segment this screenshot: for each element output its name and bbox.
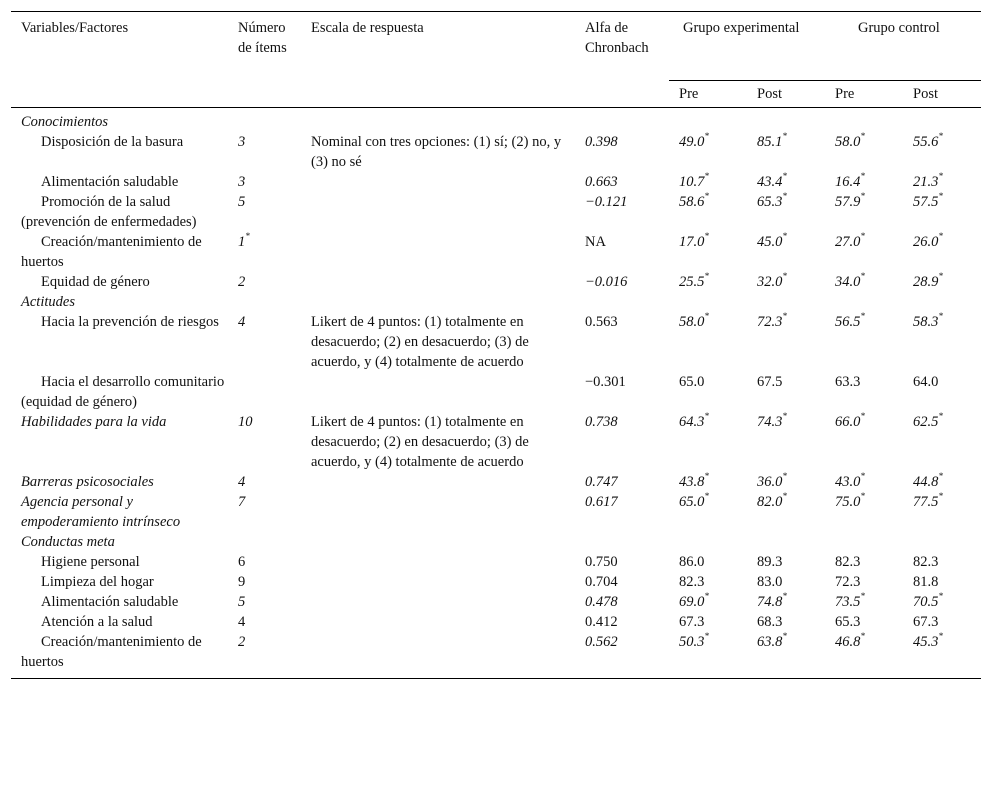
significance-marker: * <box>938 191 943 202</box>
ctrl-pre-value <box>825 472 903 492</box>
value-text: 89.3 <box>757 554 783 570</box>
ctrl-pre-value <box>825 412 903 472</box>
exp-post-value <box>747 192 825 232</box>
item-count: 4 <box>238 314 246 330</box>
significance-marker: * <box>782 271 787 282</box>
significance-marker: * <box>704 311 709 322</box>
ctrl-pre-value <box>825 592 903 612</box>
value-text: 58.6 <box>679 194 705 210</box>
value-text: 82.3 <box>835 554 861 570</box>
value-text: 85.1 <box>757 134 783 150</box>
significance-marker: * <box>782 231 787 242</box>
variable-label: Barreras psicosociales <box>21 474 154 490</box>
item-count: 5 <box>238 194 246 210</box>
exp-post-value <box>747 172 825 192</box>
ctrl-pre-value <box>825 372 903 412</box>
ctrl-post-value <box>903 272 981 292</box>
ctrl-post-value <box>903 312 981 372</box>
header-grupo-control: Grupo control <box>825 12 981 81</box>
significance-marker: * <box>704 271 709 282</box>
value-text: 58.0 <box>679 314 705 330</box>
alpha-value: 0.663 <box>585 174 618 190</box>
value-text: 49.0 <box>679 134 705 150</box>
ctrl-pre-value <box>825 232 903 272</box>
item-count: 6 <box>238 554 246 570</box>
value-text: 32.0 <box>757 274 783 290</box>
value-text: 65.0 <box>679 494 705 510</box>
ctrl-post-value <box>903 232 981 272</box>
table-header <box>11 12 981 108</box>
value-text: 57.5 <box>913 194 939 210</box>
header-escala: Escala de respuesta <box>301 12 575 108</box>
value-text: 43.0 <box>835 474 861 490</box>
ctrl-post-value <box>903 552 981 572</box>
significance-marker: * <box>704 171 709 182</box>
table-body <box>11 108 981 679</box>
exp-post-value <box>747 372 825 412</box>
ctrl-pre-value <box>825 312 903 372</box>
significance-marker: * <box>860 591 865 602</box>
ctrl-post-value <box>903 632 981 679</box>
value-text: 72.3 <box>757 314 783 330</box>
significance-marker: * <box>860 411 865 422</box>
response-scale <box>301 552 575 572</box>
value-text: 82.0 <box>757 494 783 510</box>
ctrl-pre-value <box>825 552 903 572</box>
variable-label: Creación/mantenimiento de huertos <box>21 234 202 270</box>
exp-post-value <box>747 492 825 532</box>
value-text: 26.0 <box>913 234 939 250</box>
value-text: 74.3 <box>757 414 783 430</box>
response-scale <box>301 572 575 592</box>
significance-marker: * <box>860 171 865 182</box>
significance-marker: * <box>782 471 787 482</box>
value-text: 63.8 <box>757 634 783 650</box>
significance-marker: * <box>938 591 943 602</box>
value-text: 44.8 <box>913 474 939 490</box>
value-text: 68.3 <box>757 614 783 630</box>
value-text: 62.5 <box>913 414 939 430</box>
value-text: 66.0 <box>835 414 861 430</box>
significance-marker: * <box>704 231 709 242</box>
alpha-value: −0.016 <box>585 274 628 290</box>
variable-label: Creación/mantenimiento de huertos <box>11 632 228 679</box>
exp-post-value <box>747 592 825 612</box>
value-text: 28.9 <box>913 274 939 290</box>
item-count: 9 <box>238 574 246 590</box>
variable-label: Hacia el desarrollo comunitario (equidad de género) <box>21 374 225 410</box>
header-exp-pre: Pre <box>669 81 747 108</box>
significance-marker: * <box>938 231 943 242</box>
significance-marker: * <box>860 231 865 242</box>
significance-marker: * <box>704 131 709 142</box>
significance-marker: * <box>860 271 865 282</box>
significance-marker: * <box>782 491 787 502</box>
table-row <box>11 592 981 612</box>
ctrl-post-value <box>903 372 981 412</box>
alpha-value: −0.301 <box>585 374 626 390</box>
header-exp-post: Post <box>747 81 825 108</box>
significance-marker: * <box>704 591 709 602</box>
exp-post-value <box>747 632 825 679</box>
response-scale <box>301 172 575 192</box>
variable-label: Alimentación saludable <box>41 594 179 610</box>
item-count: 4 <box>238 474 246 490</box>
value-text: 45.0 <box>757 234 783 250</box>
ctrl-post-value <box>903 572 981 592</box>
significance-marker: * <box>704 471 709 482</box>
table-row <box>11 412 981 472</box>
value-text: 50.3 <box>679 634 705 650</box>
alpha-value: 0.562 <box>575 632 669 679</box>
exp-post-value <box>747 552 825 572</box>
significance-marker: * <box>704 411 709 422</box>
variable-label: Hacia la prevención de riesgos <box>41 314 219 330</box>
significance-marker: * <box>938 171 943 182</box>
exp-post-value <box>747 132 825 172</box>
significance-marker: * <box>782 311 787 322</box>
ctrl-post-value <box>903 132 981 172</box>
value-text: 57.9 <box>835 194 861 210</box>
value-text: 36.0 <box>757 474 783 490</box>
ctrl-post-value <box>903 472 981 492</box>
ctrl-post-value <box>903 612 981 632</box>
exp-post-value <box>747 412 825 472</box>
header-grupo-experimental: Grupo experimental <box>669 12 825 81</box>
value-text: 25.5 <box>679 274 705 290</box>
significance-marker: * <box>860 311 865 322</box>
exp-pre-value <box>669 472 747 492</box>
response-scale <box>301 472 575 492</box>
item-count: 3 <box>238 174 246 190</box>
exp-post-value <box>747 572 825 592</box>
ctrl-pre-value <box>825 612 903 632</box>
results-table <box>11 11 981 679</box>
value-text: 17.0 <box>679 234 705 250</box>
significance-marker: * <box>938 311 943 322</box>
table-row <box>11 232 981 272</box>
ctrl-pre-value <box>825 172 903 192</box>
response-scale <box>301 232 575 272</box>
value-text: 43.8 <box>679 474 705 490</box>
value-text: 67.3 <box>679 614 705 630</box>
value-text: 55.6 <box>913 134 939 150</box>
section-label: Conocimientos <box>21 114 108 130</box>
section-row <box>11 292 981 312</box>
value-text: 63.3 <box>835 374 861 390</box>
table-row <box>11 572 981 592</box>
item-count: 2 <box>238 274 246 290</box>
alpha-value: 0.563 <box>585 314 618 330</box>
exp-pre-value <box>669 552 747 572</box>
value-text: 65.3 <box>835 614 861 630</box>
value-text: 64.0 <box>913 374 939 390</box>
variable-label: Atención a la salud <box>41 614 153 630</box>
significance-marker: * <box>782 631 787 642</box>
response-scale <box>301 492 575 532</box>
item-count: 3 <box>238 134 246 150</box>
alpha-value: 0.412 <box>585 614 618 630</box>
item-count: 1* <box>238 231 250 250</box>
table-row <box>11 472 981 492</box>
value-text: 67.5 <box>757 374 783 390</box>
alpha-value: 0.747 <box>585 474 618 490</box>
significance-marker: * <box>782 131 787 142</box>
value-text: 82.3 <box>679 574 705 590</box>
section-row <box>11 532 981 552</box>
ctrl-post-value <box>903 172 981 192</box>
value-text: 58.3 <box>913 314 939 330</box>
value-text: 21.3 <box>913 174 939 190</box>
exp-pre-value <box>669 612 747 632</box>
item-count: 7 <box>238 494 246 510</box>
ctrl-pre-value <box>825 632 903 679</box>
ctrl-pre-value <box>825 132 903 172</box>
response-scale: Likert de 4 puntos: (1) totalmente en desacuerdo; (2) en desacuerdo; (3) de acuerdo, y (4) totalmente de acuerdo <box>311 314 529 370</box>
value-text: 34.0 <box>835 274 861 290</box>
variable-label: Disposición de la basura <box>41 134 184 150</box>
ctrl-pre-value <box>825 192 903 232</box>
section-row <box>11 108 981 133</box>
variable-label: Limpieza del hogar <box>41 574 154 590</box>
response-scale: Likert de 4 puntos: (1) totalmente en desacuerdo; (2) en desacuerdo; (3) de acuerdo, y (4) totalmente de acuerdo <box>311 414 529 470</box>
ctrl-pre-value <box>825 272 903 292</box>
response-scale <box>301 272 575 292</box>
variable-label: Equidad de género <box>41 274 150 290</box>
significance-marker: * <box>782 591 787 602</box>
section-label: Actitudes <box>21 294 75 310</box>
significance-marker: * <box>782 191 787 202</box>
value-text: 74.8 <box>757 594 783 610</box>
significance-marker: * <box>782 171 787 182</box>
exp-pre-value <box>669 312 747 372</box>
significance-marker: * <box>860 471 865 482</box>
value-text: 67.3 <box>913 614 939 630</box>
significance-marker: * <box>704 491 709 502</box>
item-count: 4 <box>238 614 246 630</box>
table-row <box>11 372 981 412</box>
value-text: 56.5 <box>835 314 861 330</box>
alpha-value: NA <box>585 234 606 250</box>
exp-pre-value <box>669 572 747 592</box>
response-scale <box>301 612 575 632</box>
header-ctrl-post: Post <box>903 81 981 108</box>
significance-marker: * <box>938 271 943 282</box>
alpha-value: 0.617 <box>585 494 618 510</box>
response-scale: Nominal con tres opciones: (1) sí; (2) no, y (3) no sé <box>311 134 562 170</box>
exp-pre-value <box>669 232 747 272</box>
alpha-value: 0.398 <box>585 134 618 150</box>
value-text: 83.0 <box>757 574 783 590</box>
ctrl-post-value <box>903 592 981 612</box>
table-row <box>11 492 981 532</box>
table-row <box>11 192 981 232</box>
variable-label: Higiene personal <box>41 554 140 570</box>
significance-marker: * <box>860 631 865 642</box>
exp-pre-value <box>669 372 747 412</box>
value-text: 86.0 <box>679 554 705 570</box>
response-scale <box>301 192 575 232</box>
table-row <box>11 612 981 632</box>
exp-pre-value <box>669 632 747 679</box>
variable-label: Agencia personal y empoderamiento intrínseco <box>21 494 181 530</box>
exp-post-value <box>747 472 825 492</box>
ctrl-post-value <box>903 492 981 532</box>
exp-post-value <box>747 612 825 632</box>
section-label: Conductas meta <box>21 534 115 550</box>
value-text: 73.5 <box>835 594 861 610</box>
value-text: 72.3 <box>835 574 861 590</box>
ctrl-post-value <box>903 192 981 232</box>
response-scale <box>301 372 575 412</box>
exp-pre-value <box>669 592 747 612</box>
value-text: 10.7 <box>679 174 705 190</box>
table-row <box>11 172 981 192</box>
alpha-value: 0.704 <box>585 574 618 590</box>
table-row <box>11 632 981 679</box>
value-text: 65.3 <box>757 194 783 210</box>
variable-label: Habilidades para la vida <box>21 414 167 430</box>
variable-label: Alimentación saludable <box>41 174 179 190</box>
value-text: 65.0 <box>679 374 705 390</box>
significance-marker: * <box>782 411 787 422</box>
value-text: 77.5 <box>913 494 939 510</box>
ctrl-pre-value <box>825 572 903 592</box>
exp-pre-value <box>669 172 747 192</box>
table-row <box>11 552 981 572</box>
exp-pre-value <box>669 132 747 172</box>
exp-pre-value <box>669 412 747 472</box>
exp-pre-value <box>669 192 747 232</box>
significance-marker: * <box>938 491 943 502</box>
exp-pre-value <box>669 492 747 532</box>
significance-marker: * <box>938 631 943 642</box>
significance-marker: * <box>860 131 865 142</box>
table-row <box>11 272 981 292</box>
variable-label: Promoción de la salud (prevención de enfermedades) <box>21 194 197 230</box>
response-scale <box>301 592 575 612</box>
exp-pre-value <box>669 272 747 292</box>
value-text: 64.3 <box>679 414 705 430</box>
ctrl-post-value <box>903 412 981 472</box>
value-text: 43.4 <box>757 174 783 190</box>
header-alfa: Alfa de Chronbach <box>575 12 669 108</box>
alpha-value: −0.121 <box>585 194 628 210</box>
value-text: 82.3 <box>913 554 939 570</box>
value-text: 69.0 <box>679 594 705 610</box>
value-text: 58.0 <box>835 134 861 150</box>
item-count: 5 <box>238 594 246 610</box>
value-text: 27.0 <box>835 234 861 250</box>
value-text: 81.8 <box>913 574 939 590</box>
significance-marker: * <box>938 411 943 422</box>
item-count: 10 <box>238 414 253 430</box>
alpha-value: 0.738 <box>585 414 618 430</box>
item-count <box>228 372 301 412</box>
alpha-value: 0.750 <box>585 554 618 570</box>
ctrl-pre-value <box>825 492 903 532</box>
table-row <box>11 312 981 372</box>
response-scale <box>301 632 575 679</box>
exp-post-value <box>747 232 825 272</box>
significance-marker: * <box>938 471 943 482</box>
item-count: 2 <box>228 632 301 679</box>
exp-post-value <box>747 272 825 292</box>
value-text: 45.3 <box>913 634 939 650</box>
header-variables: Variables/Factores <box>11 12 228 108</box>
significance-marker: * <box>704 191 709 202</box>
value-text: 70.5 <box>913 594 939 610</box>
exp-post-value <box>747 312 825 372</box>
value-text: 75.0 <box>835 494 861 510</box>
value-text: 16.4 <box>835 174 861 190</box>
header-numero-items: Número de ítems <box>228 12 301 108</box>
significance-marker: * <box>860 491 865 502</box>
alpha-value: 0.478 <box>585 594 618 610</box>
significance-marker: * <box>245 231 250 242</box>
header-ctrl-pre: Pre <box>825 81 903 108</box>
significance-marker: * <box>860 191 865 202</box>
table-row <box>11 132 981 172</box>
value-text: 46.8 <box>835 634 861 650</box>
significance-marker: * <box>704 631 709 642</box>
significance-marker: * <box>938 131 943 142</box>
